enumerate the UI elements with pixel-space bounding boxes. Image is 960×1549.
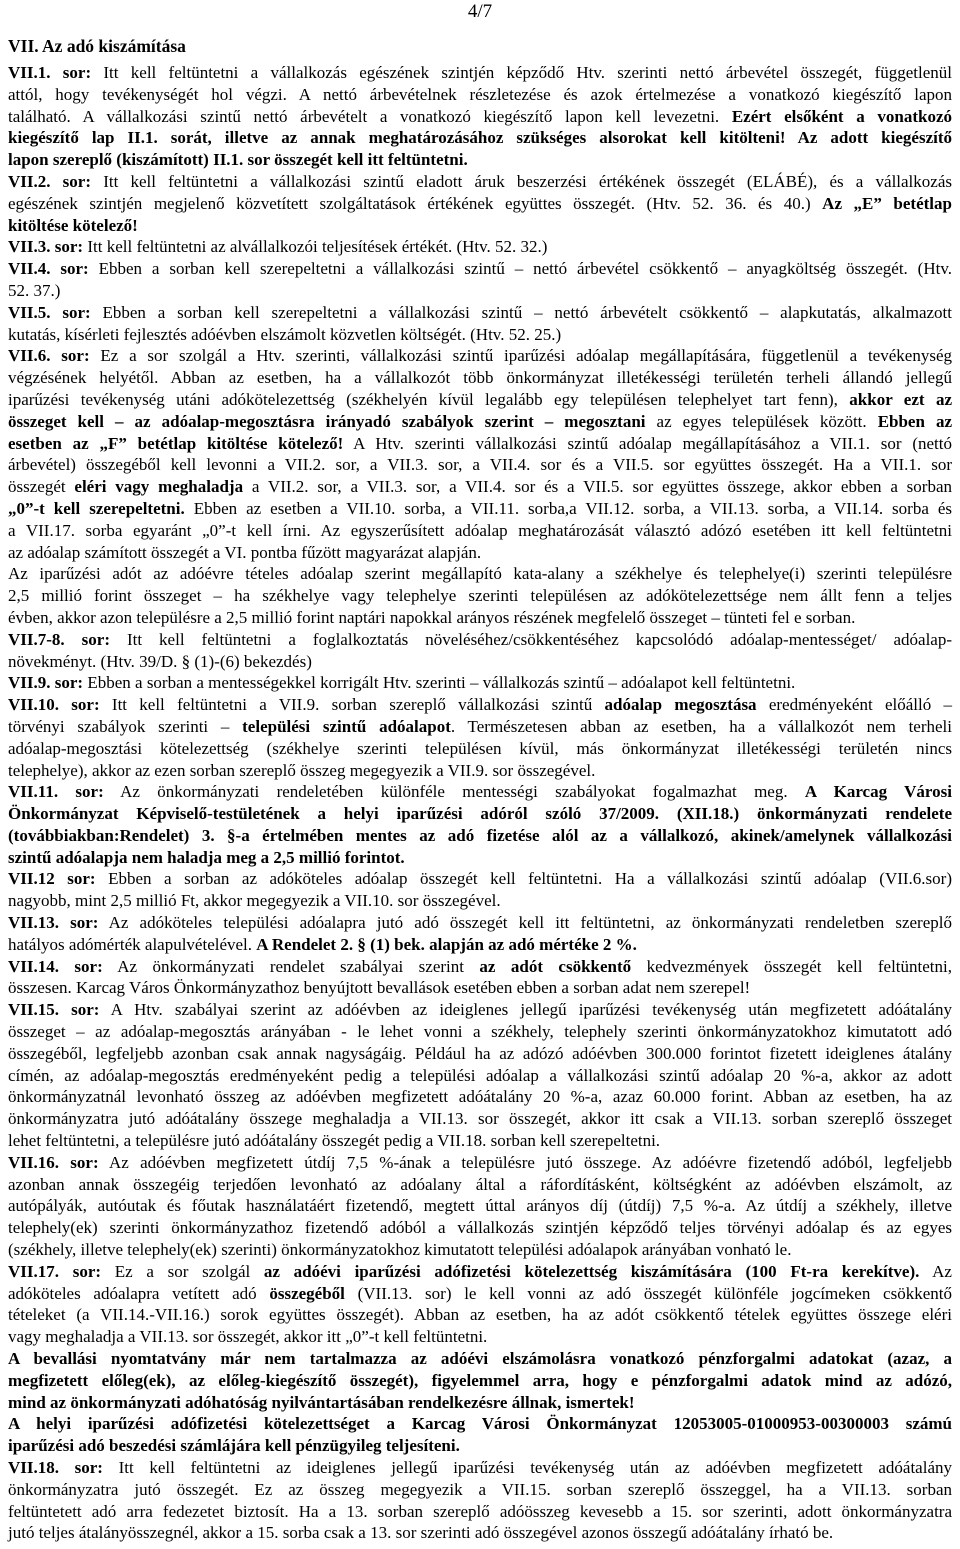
text-line <box>8 1174 952 1196</box>
text-run: 2,5 millió forint összeget – ha székhelye vagy telephelye szerinti településen az adókötelezettsége nem állt fenn a teljes <box>8 586 952 606</box>
bold-text-run: VII.15. sor: <box>8 1000 100 1020</box>
text-run: Itt kell feltüntetni a vállalkozás egészének szintjén képződő Htv. szerinti nettó árbevétel összegét, függetlenül <box>91 63 952 82</box>
paragraph <box>8 302 952 346</box>
bold-text-run: VII.13. sor: <box>8 913 99 933</box>
paragraph <box>8 563 952 628</box>
page-title: VII. Az adó kiszámítása <box>8 36 186 56</box>
text-line <box>8 1086 952 1108</box>
text-line <box>8 1435 952 1457</box>
text-run: eredményeként előálló – <box>756 695 952 715</box>
bold-text-run: VII.9. sor: <box>8 673 84 693</box>
text-line <box>8 62 952 84</box>
bold-text-run: kitöltése kötelező! <box>8 215 138 235</box>
text-run: az egyes települések között. <box>645 411 878 431</box>
text-line <box>8 738 952 760</box>
text-line <box>8 563 952 585</box>
text-run: (székhely, illetve telephely(ek) szerinti) önkormányzatokhoz kimutatott települési adóalapok arányában vonható le. <box>8 1240 792 1260</box>
bold-text-run: VII.7-8. sor: <box>8 629 110 649</box>
bold-text-run: iparűzési adó beszedési számlájára kell pénzügyileg teljesíteni. <box>8 1436 460 1456</box>
text-line <box>8 171 952 193</box>
bold-text-run: VII.11. sor: <box>8 782 104 802</box>
text-line <box>8 1152 952 1174</box>
text-line <box>8 1348 952 1370</box>
paragraph <box>8 999 952 1152</box>
text-run: . Természetesen abban az esetben, ha a vállalkozót nem terheli <box>450 716 953 736</box>
text-run: kedvezmények összegét kell feltüntetni, <box>631 956 952 976</box>
text-line <box>8 585 952 607</box>
text-run: adóalap-megosztási kötelezettség (székhelye szerinti településen kívül, más önkormányzat illetékességi területén nincs <box>8 738 952 758</box>
text-line <box>8 258 952 280</box>
text-line <box>8 476 952 498</box>
text-run: Ebben a sorban kell szerepeltetni a vállalkozási szintű – nettó árbevétel csökkentő – anyagköltség összegét. (Htv. <box>88 259 952 279</box>
text-run: Az önkormányzati rendelet szabályai szerint <box>102 956 480 976</box>
text-line <box>8 127 952 149</box>
text-run: egészének szintjén megjelenő közvetített szolgáltatások értékének együttes összegét. (Htv. 52. 36. és 40.) <box>8 193 823 213</box>
text-line <box>8 825 952 847</box>
bold-text-run: VII.4. sor: <box>8 259 89 279</box>
text-line <box>8 1065 952 1087</box>
bold-text-run: adóalap megosztása <box>604 695 757 715</box>
text-run: önkormányzatra jutó összegét. Ez az összeg megegyezik a VII.15. sorban szereplő összeggel, ha a VII.13. sorban <box>8 1479 952 1499</box>
page-number: 4/7 <box>467 1 493 22</box>
text-run: összegét <box>8 477 75 497</box>
text-line <box>8 1501 952 1523</box>
text-run: azonban annak összegéig terjedően levonható az adóalany által a ráfordításként, költségként az adóévben elszámolt, az <box>8 1174 952 1194</box>
text-run: Az önkormányzati rendeletében különféle mentességi szabályokat fogalmazhat meg. <box>103 782 805 802</box>
paragraph <box>8 781 952 868</box>
text-line <box>8 1130 952 1152</box>
text-run: a VII.2. sor, a VII.3. sor, a VII.4. sor és a VII.5. sor együttes összege, akkor ebben a sorban <box>243 477 952 497</box>
paragraph <box>8 629 952 673</box>
text-run: Itt kell feltüntetni a VII.9. sorban szereplő vállalkozási szintű <box>99 695 605 715</box>
bold-text-run: VII.16. sor: <box>8 1152 99 1172</box>
text-line <box>8 1261 952 1283</box>
text-run: címén, az adóalap-megosztás eredményeként pedig a települési adóalap a vállalkozási szintű adóalap 20 %-a, akkor az adott <box>8 1065 952 1085</box>
text-run: nagyobb, mint 2,5 millió Ft, akkor megegyezik a VII.10. sor összegével. <box>8 891 501 911</box>
text-run: adóköteles adóalapra vetített adó <box>8 1283 270 1303</box>
bold-text-run: VII.6. sor: <box>8 346 90 366</box>
text-line <box>8 1413 952 1435</box>
text-line <box>8 1370 952 1392</box>
bold-text-run: VII.14. sor: <box>8 956 103 976</box>
text-line <box>8 1457 952 1479</box>
text-run: önkormányzatnál levonható összeg az adóévben megfizetett adóátalány 20 %-a, azaz 60.000 forint. Abban az esetben, ha az <box>8 1087 952 1107</box>
text-run: iparűzési tevékenység utáni adókötelezettség (székhelyén kívül legalább egy településen telephelyet tart fenn), <box>8 389 850 409</box>
text-line <box>8 607 952 629</box>
text-line <box>8 1043 952 1065</box>
text-run: (VII.13. sor) le kell vonni az adó összegét különféle jogcímeken csökkentő <box>344 1283 952 1303</box>
text-line <box>8 302 952 324</box>
text-run: az adóalap számított összegét a VI. pontba fűzött magyarázat alapján. <box>8 542 482 562</box>
text-run: található. A vállalkozási szintű nettó árbevételt a vonatkozó kiegészítő lapon kell levezetni. <box>8 106 732 126</box>
bold-text-run: Ezért elsőként a vonatkozó <box>731 106 952 126</box>
text-line <box>8 890 952 912</box>
text-line <box>8 367 952 389</box>
text-run: Az adóköteles települési adóalapra jutó adó összegét kell itt feltüntetni, az önkormányzati rendeletben szereplő <box>98 913 952 933</box>
text-run: autópályák, autóutak és főutak használatáért fizetendő, megtett úttal arányos díj (útdíj) 7,5 %-a. Az útdíj a székhely, illetve <box>8 1196 952 1216</box>
text-line <box>8 1392 952 1414</box>
bold-text-run: szintű adóalapja nem haladja meg a 2,5 millió forintot. <box>8 847 405 867</box>
text-run: Az iparűzési adót az adóévre tételes adóalap szerint megállapító kata-alany a székhelye és telephelye(i) szerinti településre <box>8 564 952 584</box>
text-run: Ebben az esetben a VII.10. sorba, a VII.11. sorba,a VII.12. sorba, a VII.13. sorba, a VII.14. sorba és <box>184 498 952 518</box>
text-line <box>8 84 952 106</box>
bold-text-run: az adót csökkentő <box>479 956 632 976</box>
paragraph <box>8 258 952 302</box>
text-run: Itt kell feltüntetni az ideiglenes jellegű iparűzési tevékenység után az adóévben megfizetett adóátalány <box>102 1458 952 1477</box>
bold-text-run: akkor ezt az <box>849 389 952 409</box>
paragraph <box>8 236 952 258</box>
text-run: hatályos adómérték alapulvételével. <box>8 934 257 954</box>
text-line <box>8 106 952 128</box>
text-line <box>8 1522 952 1544</box>
text-line <box>8 977 952 999</box>
text-line <box>8 411 952 433</box>
text-line <box>8 1326 952 1348</box>
text-line <box>8 629 952 651</box>
bold-text-run: A helyi iparűzési adófizetési kötelezettséget a Karcag Városi Önkormányzat 12053005-01000953-00300003 számú <box>8 1414 952 1434</box>
paragraph <box>8 171 952 236</box>
text-run: Az <box>919 1261 952 1281</box>
bold-text-run: települési szintű adóalapot <box>242 716 451 736</box>
document-body <box>8 35 952 1544</box>
bold-text-run: esetben az „F” betétlap kitöltése kötelező! <box>8 433 344 453</box>
paragraph <box>8 1152 952 1261</box>
paragraph <box>8 1413 952 1457</box>
text-run: A Htv. szabályai szerint az adóévben az ideiglenes jellegű iparűzési tevékenység után megfizetett adóátalány <box>99 1000 952 1020</box>
text-run: Ebben a sorban kell szerepeltetni a vállalkozási szintű – nettó árbevételt csökkentő – alapkutatás, alkalmazott <box>90 302 952 322</box>
text-line <box>8 215 952 237</box>
text-line <box>8 1108 952 1130</box>
bold-text-run: VII.5. sor: <box>8 302 91 322</box>
text-line <box>8 520 952 542</box>
text-line <box>8 716 952 738</box>
text-run: a VII.17. sorba egyaránt „0”-t kell írni. Az egyszerűsített adóalap meghatározását választó adózó esetében itt kell feltüntetni <box>8 520 952 540</box>
bold-text-run: A bevallási nyomtatvány már nem tartalmazza az adóévi elszámolásra vonatkozó pénzforgalmi adatokat (azaz, a <box>8 1349 952 1369</box>
text-run: Ebben a sorban az adóköteles adóalap összegét kell feltüntetni. Ha a vállalkozási szintű adóalap (VII.6.sor) <box>95 869 952 889</box>
bold-text-run: kiegészítő lap II.1. sorát, illetve az annak meghatározásához szükséges alsorokat kell kitölteni! Az adott kiegészítő <box>8 128 952 148</box>
paragraph <box>8 956 952 1000</box>
text-line <box>8 1304 952 1326</box>
text-line <box>8 847 952 869</box>
text-run: telephely(ek) szerinti önkormányzathoz fizetendő adóból a vállalkozás szintjén képződő teljes törvényi adóalap és az egyes <box>8 1218 952 1238</box>
text-line <box>8 280 952 302</box>
paragraph <box>8 345 952 563</box>
text-line <box>8 934 952 956</box>
text-run: összeget – az adóalap-megosztás arányában - le lehet vonni a székhely, telephely szerinti önkormányzatokhoz kimutatott adó <box>8 1022 952 1042</box>
text-run: összesen. Karcag Város Önkormányzathoz benyújtott bevallások esetében ebben a sorban adat nem szerepel! <box>8 978 751 998</box>
text-run: törvényi szabályok szerinti – <box>8 716 243 736</box>
text-run: Ez a sor szolgál a Htv. szerinti, vállalkozási szintű iparűzési adóalap megállapítására, függetlenül a tevékenység <box>89 346 952 366</box>
text-run: árbevétel) összegéből kell levonni a VII.2. sor, a VII.3. sor, a VII.4. sor és a VII.5. sor együttes összegét. Ha a VII.1. sor <box>8 455 952 475</box>
text-run: évben, akkor azon településre a 2,5 millió forint naptári napokkal arányos részének megfelelő összeget – tünteti fel e sorban. <box>8 607 856 627</box>
text-line <box>8 454 952 476</box>
text-run: végzésének helyétől. Abban az esetben, ha a vállalkozót több önkormányzat illetékességi területén terheli állandó jellegű <box>8 368 952 388</box>
text-line <box>8 868 952 890</box>
text-line <box>8 433 952 455</box>
text-line <box>8 345 952 367</box>
text-run: telephelye), akkor az ezen sorban szereplő összeg megegyezik a VII.9. sor összegével. <box>8 760 596 780</box>
text-line <box>8 1021 952 1043</box>
bold-text-run: VII.3. sor: <box>8 237 84 257</box>
text-line <box>8 956 952 978</box>
bold-text-run: (továbbiakban:Rendelet) 3. §-a értelmében mentes az adó fizetése alól az a vállalkozó, akinek/amelynek vállalkozási <box>8 825 952 845</box>
bold-text-run: megfizetett előleg(ek), az előleg-kiegészítő összegét), figyelemmel arra, hogy e pénzforgalmi adatok mind az adózó, <box>8 1370 952 1390</box>
text-line <box>8 760 952 782</box>
bold-text-run: VII.17. sor: <box>8 1261 102 1281</box>
text-run: Az adóévben megfizetett útdíj 7,5 %-ának a településre jutó összege. Az adóévre fizetendő adóból, legfeljebb <box>98 1152 952 1172</box>
paragraph <box>8 62 952 171</box>
bold-text-run: eléri vagy meghaladja <box>74 477 244 497</box>
text-run: Itt kell feltüntetni az alvállalkozói teljesítések értékét. (Htv. 52. 32.) <box>83 237 548 257</box>
paragraph <box>8 1457 952 1544</box>
text-line <box>8 651 952 673</box>
text-line <box>8 1217 952 1239</box>
text-run: Ez a sor szolgál <box>101 1261 264 1281</box>
text-run: összegéből, legfeljebb azonban csak annak nagyságáig. Például ha az adózó adóévben 300.000 forintot fizetett ideiglenes átalány <box>8 1043 952 1063</box>
text-line <box>8 999 952 1021</box>
bold-text-run: mind az önkormányzati adóhatóság nyilvántartásában rendelkezésre állnak, ismertek! <box>8 1392 635 1412</box>
text-run: Itt kell feltüntetni a vállalkozási szintű eladott áruk beszerzési értékének összegét (ELÁBÉ), és a vállalkozás <box>91 171 952 191</box>
text-line <box>8 542 952 564</box>
text-run: A Htv. szerinti vállalkozási szintű adóalap megállapításához a VII.1. sor (nettó <box>343 433 952 453</box>
text-line <box>8 324 952 346</box>
bold-text-run: A Rendelet 2. § (1) bek. alapján az adó mértéke 2 %. <box>256 934 637 954</box>
bold-text-run: VII.10. sor: <box>8 695 100 715</box>
bold-text-run: lapon szereplő (kiszámított) II.1. sor összegét kell itt feltüntetni. <box>8 150 468 170</box>
text-line <box>8 149 952 171</box>
text-run: attól, hogy tevékenységét hol végzi. A nettó árbevételnek részletezése és azok értelmezése a vonatkozó kiegészítő lapon <box>8 84 952 104</box>
bold-text-run: A Karcag Városi <box>804 782 952 802</box>
text-line <box>8 498 952 520</box>
text-run: lehet feltüntetni, a településre jutó adóátalány összegét pedig a VII.18. sorban kell szerepeltetni. <box>8 1131 661 1151</box>
text-run: feltüntetett adó arra fedezetet biztosít. Ha a 13. sorban szereplő adóösszeg kevesebb a 15. sor szerinti, adott önkormányzatra <box>8 1501 952 1521</box>
paragraph <box>8 868 952 912</box>
text-run: Ebben a sorban a mentességekkel korrigált Htv. szerinti – vállalkozás szintű – adóalapot kell feltüntetni. <box>83 673 796 693</box>
paragraph <box>8 694 952 781</box>
paragraph <box>8 672 952 694</box>
bold-text-run: Ebben az <box>877 411 953 431</box>
text-line <box>8 1479 952 1501</box>
text-line <box>8 389 952 411</box>
text-run: jutó teljes átalányösszegnél, akkor a 15. sorba csak a 13. sor szerinti adó összegével azonos összegű adóátalány írható be. <box>8 1523 834 1543</box>
text-line <box>8 781 952 803</box>
bold-text-run: összeget kell – az adóalap-megosztásra irányadó szabályok szerint – megosztani <box>8 411 646 431</box>
bold-text-run: VII.12 sor: <box>8 869 96 889</box>
text-run: növekményt. (Htv. 39/D. § (1)-(6) bekezdés) <box>8 651 312 671</box>
bold-text-run: VII.18. sor: <box>8 1458 103 1477</box>
bold-text-run: „0”-t kell szerepeltetni. <box>8 498 185 518</box>
text-line <box>8 694 952 716</box>
text-run: kutatás, kísérleti fejlesztés adóévben elszámolt közvetlen költségét. (Htv. 52. 25.) <box>8 324 562 344</box>
text-run: tételeket (a VII.14.-VII.16.) sorok együttes összegét). Abban az esetben, ha az adót csökkentő tételek együttes összege eléri <box>8 1305 952 1325</box>
text-line <box>8 1195 952 1217</box>
bold-text-run: VII.2. sor: <box>8 171 92 191</box>
bold-text-run: Az „E” betétlap <box>822 193 952 213</box>
text-line <box>8 672 952 694</box>
bold-text-run: Önkormányzat Képviselő-testületének a helyi iparűzési adóról szóló 37/2009. (XII.18.) önkormányzati rendelete <box>8 804 952 824</box>
text-line <box>8 193 952 215</box>
text-line <box>8 1283 952 1305</box>
text-line <box>8 912 952 934</box>
paragraph <box>8 1348 952 1413</box>
bold-text-run: az adóévi iparűzési adófizetési kötelezettség kiszámítására (100 Ft-ra kerekítve). <box>263 1261 920 1281</box>
text-line <box>8 1239 952 1261</box>
text-run: Itt kell feltüntetni a foglalkoztatás növeléséhez/csökkentéséhez kapcsolódó adóalap-mentességet/ adóalap- <box>109 629 952 649</box>
text-run: önkormányzatra jutó adóátalány összege meghaladja a VII.13. sor összegét, akkor itt csak a VII.13. sorban szereplő összeget <box>8 1109 952 1129</box>
text-run: 52. 37.) <box>8 280 61 300</box>
paragraph <box>8 1261 952 1348</box>
bold-text-run: VII.1. sor: <box>8 63 92 82</box>
text-run: vagy meghaladja a VII.13. sor összegét, akkor itt „0”-t kell feltüntetni. <box>8 1327 488 1347</box>
bold-text-run: összegéből <box>269 1283 345 1303</box>
text-line <box>8 803 952 825</box>
text-line <box>8 236 952 258</box>
paragraph <box>8 912 952 956</box>
